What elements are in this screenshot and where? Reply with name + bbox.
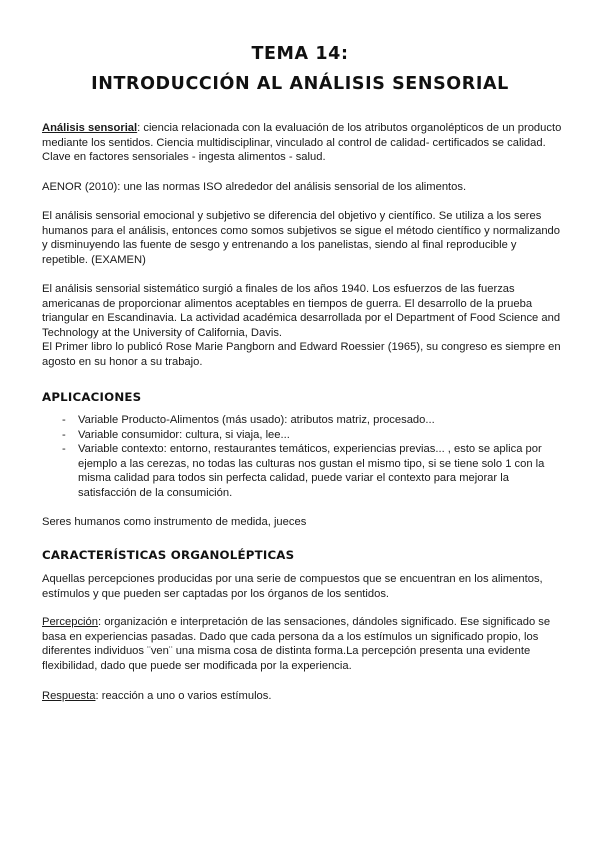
list-item-text: Variable Producto-Alimentos (más usado): atributos matriz, procesado... xyxy=(78,414,435,426)
list-item-text: Variable contexto: entorno, restaurantes temáticos, experiencias previas... , esto se aplica por ejemplo a las cerezas, no todas las culturas nos gustan el mismo tipo, si se tiene solo 1 con la misma calidad para todos sin perfecta calidad, puede variar el contexto para mejorar la satisfacción de la consumición. xyxy=(78,443,545,499)
term-sensory-analysis: Análisis sensorial xyxy=(42,122,138,134)
intro-paragraph xyxy=(42,121,562,165)
organoleptic-heading: CARACTERÍSTICAS ORGANOLÉPTICAS xyxy=(42,548,295,562)
list-dash: - xyxy=(62,428,66,441)
aenor-text: AENOR (2010): une las normas ISO alrededor del análisis sensorial de los alimentos. xyxy=(42,181,467,193)
history-paragraph xyxy=(42,282,562,370)
history-text-1: El análisis sensorial sistemático surgió a finales de los años 1940. Los esfuerzos de las fuerzas americanas de proporcionar alimentos aceptables en tiempos de guerra. El desarrollo de la prueba triangular en Escandinavia. La actividad académica desarrollada por el Department of Food Science and Technology at the University of California, Davis. xyxy=(42,283,561,339)
history-text-2: El Primer libro lo publicó Rose Marie Pangborn and Edward Roessier (1965), su congreso es siempre en agosto en su honor a su trabajo. xyxy=(42,341,561,368)
emotional-text: El análisis sensorial emocional y subjetivo se diferencia del objetivo y científico. Se utiliza a los seres humanos para el análisis, entonces como somos subjetivos se sigue el método científico y normalizando y disminuyendo las fuente de sesgo y entrenando a los panelistas, siendo al final reproducible y repetible. (EXAMEN) xyxy=(42,210,561,266)
intro-definition: : ciencia relacionada con la evaluación de los atributos organolépticos de un producto mediante los sentidos. Ciencia multidisciplinar, vinculado al control de calidad- certificados se calidad. Clave en factores sensoriales - ingesta alimentos - salud. xyxy=(42,122,562,164)
organoleptic-intro-text: Aquellas percepciones producidas por una serie de compuestos que se encuentran en los alimentos, estímulos y que pueden ser captadas por los órganos de los sentidos. xyxy=(42,573,543,600)
aenor-paragraph xyxy=(42,180,562,195)
topic-number-title: TEMA 14: xyxy=(251,44,349,64)
perception-paragraph xyxy=(42,615,562,673)
applications-footer xyxy=(42,515,562,530)
term-perception: Percepción xyxy=(42,616,98,628)
list-dash: - xyxy=(62,414,66,426)
topic-main-title: INTRODUCCIÓN AL ANÁLISIS SENSORIAL xyxy=(91,74,509,94)
applications-heading: APLICACIONES xyxy=(42,390,142,404)
list-item xyxy=(42,428,562,443)
response-text: : reacción a uno o varios estímulos. xyxy=(95,690,272,702)
list-item-text: Variable consumidor: cultura, si viaja, lee... xyxy=(78,428,290,441)
response-paragraph xyxy=(42,689,562,704)
applications-footer-text: Seres humanos como instrumento de medida, jueces xyxy=(42,516,307,528)
perception-text: : organización e interpretación de las sensaciones, dándoles significado. Ese significado se basa en experiencias pasadas. Dado que cada persona da a los estímulos un significado propio, los diferentes individuos ¨ven¨ una misma cosa de distinta forma.La percepción presenta una evidente flexibilidad, dado que puede ser modificada por la experiencia. xyxy=(42,616,551,672)
term-response: Respuesta xyxy=(42,690,96,702)
emotional-paragraph xyxy=(42,209,562,267)
list-item xyxy=(42,442,562,500)
applications-list xyxy=(42,413,562,501)
list-dash: - xyxy=(62,443,66,456)
organoleptic-intro xyxy=(42,572,562,601)
list-item xyxy=(42,413,562,428)
